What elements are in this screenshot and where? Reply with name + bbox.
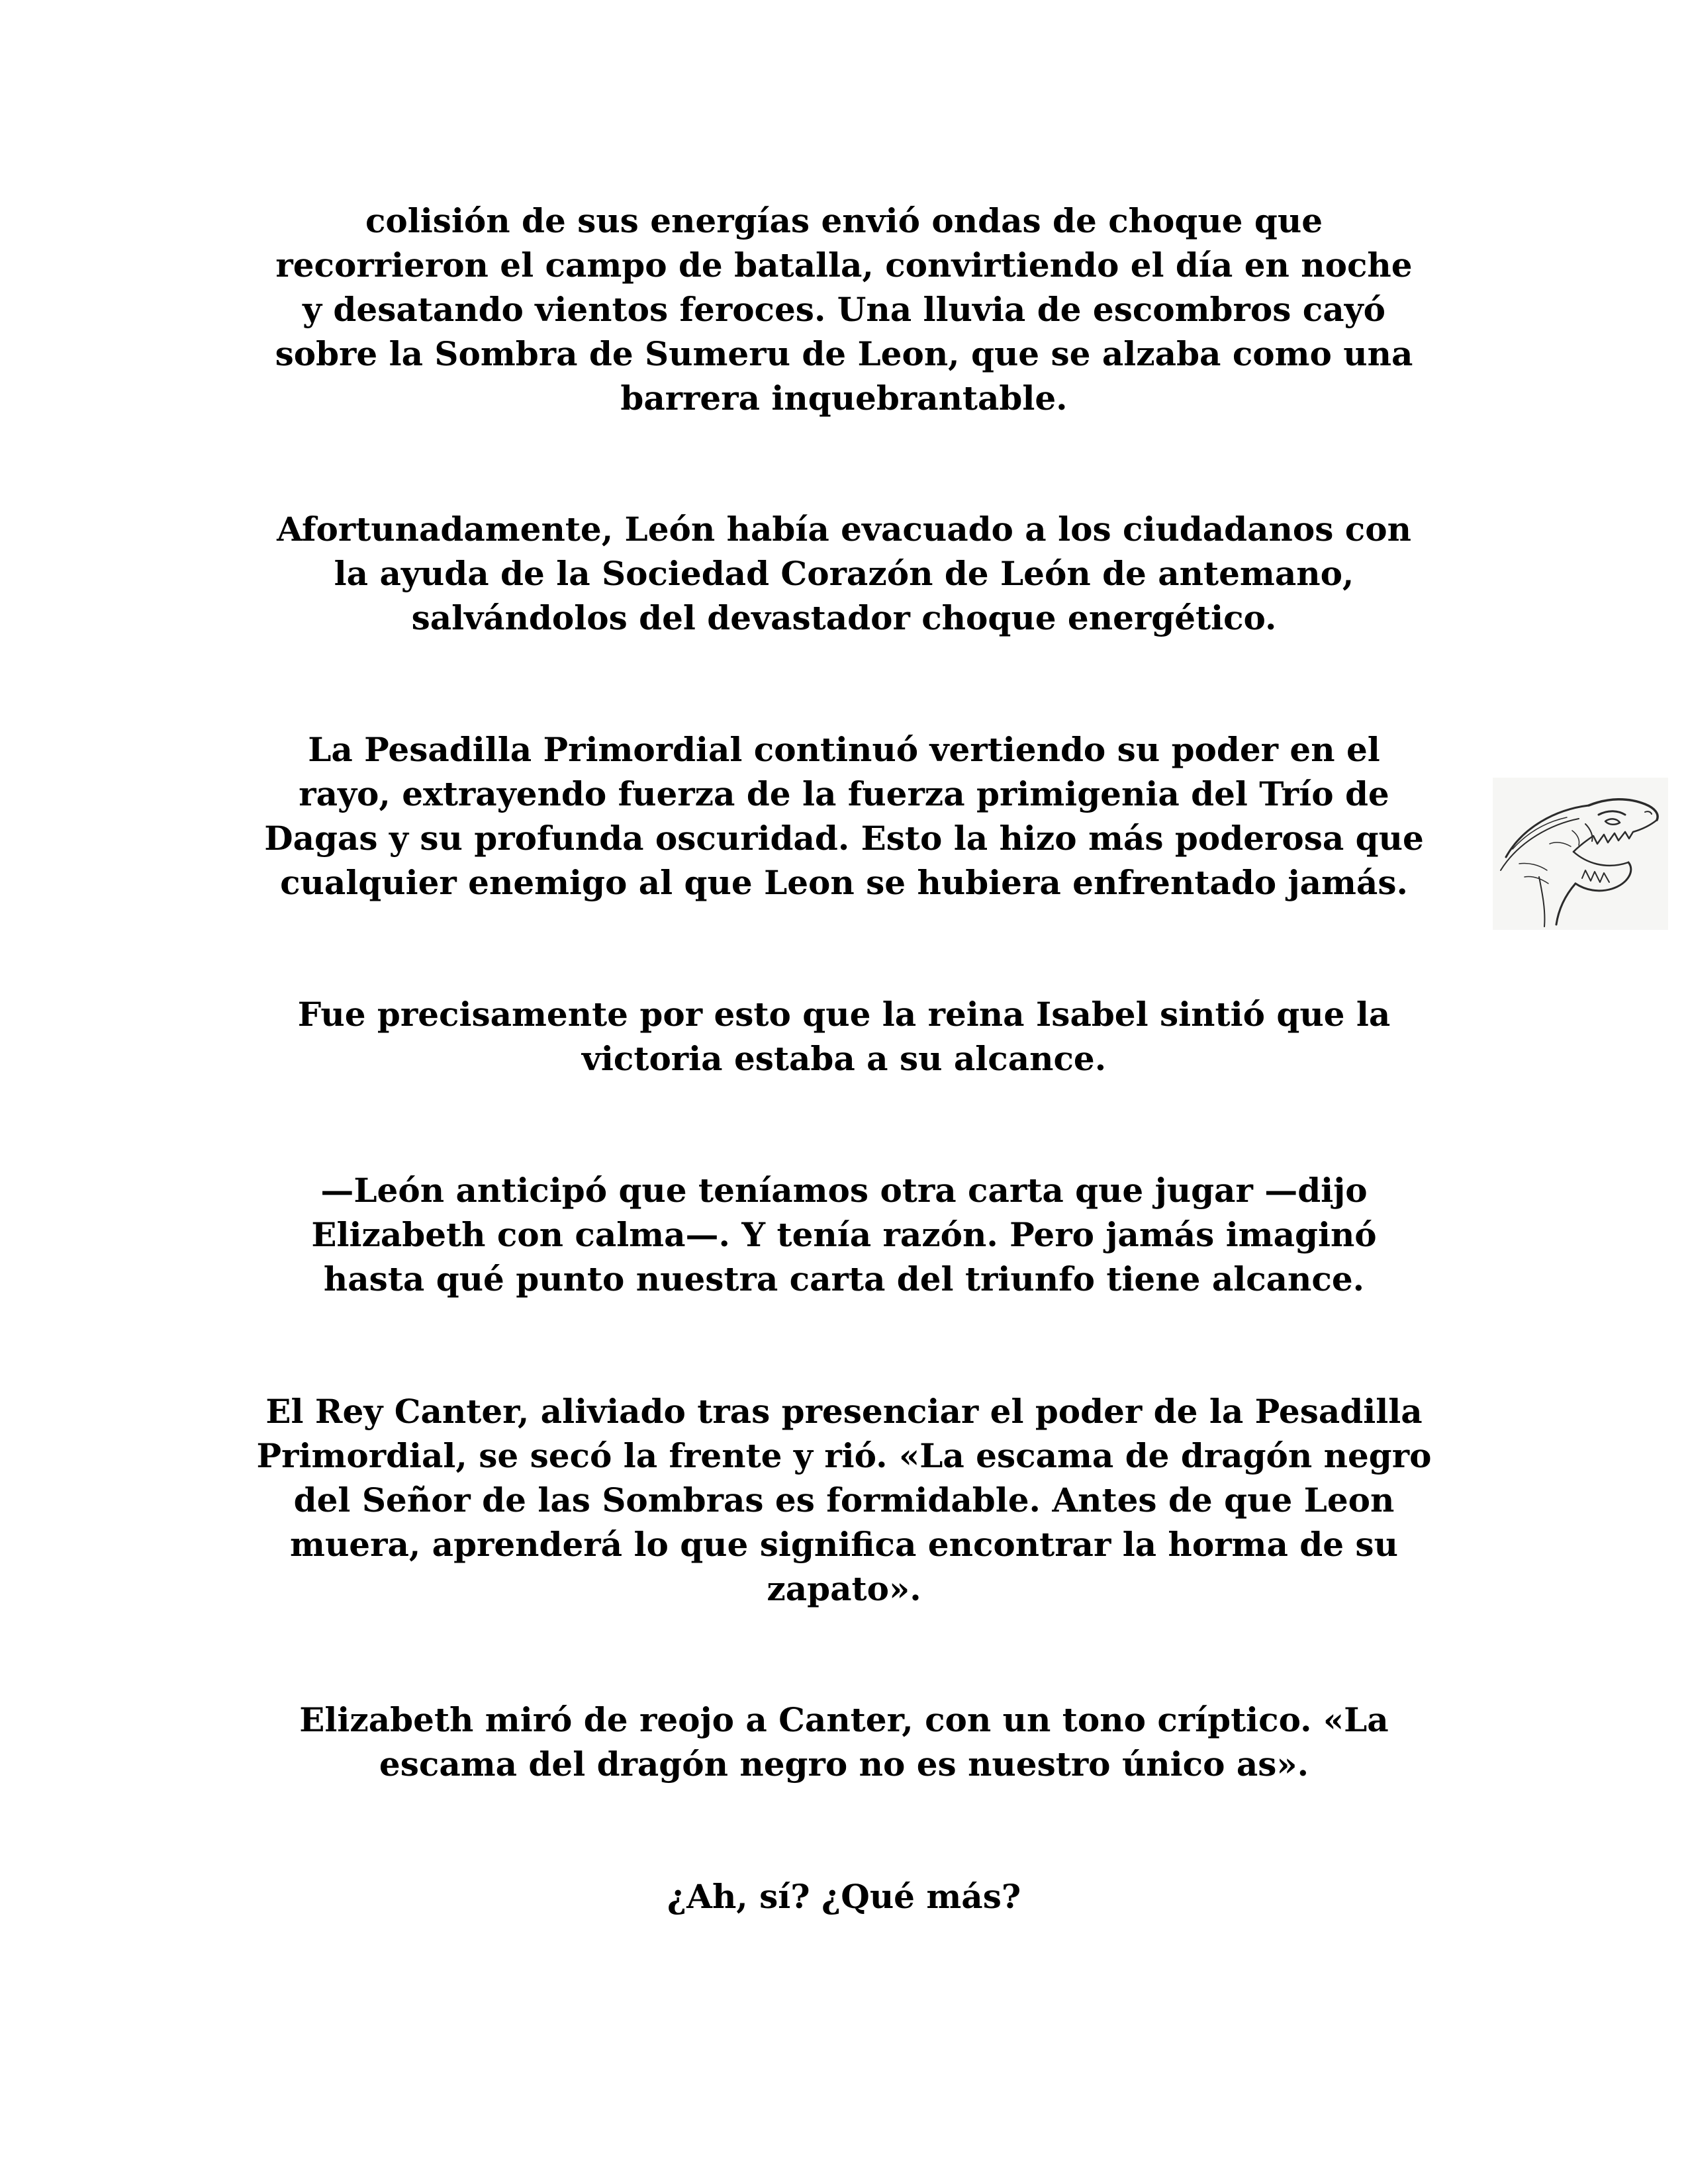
paragraph-1	[225, 199, 1463, 420]
paragraph-8	[225, 1874, 1463, 1919]
text-line: la ayuda de la Sociedad Corazón de León de antemano,	[334, 554, 1354, 593]
text-line: salvándolos del devastador choque energético.	[411, 598, 1277, 637]
text-line: Primordial, se secó la frente y rió. «La escama de dragón negro	[256, 1436, 1432, 1475]
text-line: sobre la Sombra de Sumeru de Leon, que se alzaba como una	[275, 334, 1413, 373]
paragraph-6	[225, 1389, 1463, 1611]
text-line: —León anticipó que teníamos otra carta que jugar —dijo	[320, 1171, 1368, 1210]
paragraph-7	[225, 1698, 1463, 1786]
text-line: Fue precisamente por esto que la reina Isabel sintió que la	[297, 995, 1391, 1034]
text-line: rayo, extrayendo fuerza de la fuerza primigenia del Trío de	[299, 774, 1389, 813]
text-line: zapato».	[767, 1569, 921, 1608]
paragraph-2	[225, 507, 1463, 640]
text-line: cualquier enemigo al que Leon se hubiera enfrentado jamás.	[280, 863, 1408, 902]
text-line: Afortunadamente, León había evacuado a los ciudadanos con	[277, 510, 1411, 549]
text-line: Elizabeth miró de reojo a Canter, con un tono críptico. «La	[299, 1700, 1389, 1739]
text-line: barrera inquebrantable.	[620, 379, 1068, 418]
text-line: muera, aprenderá lo que significa encontrar la horma de su	[290, 1525, 1398, 1564]
paragraph-5	[225, 1168, 1463, 1301]
text-line: hasta qué punto nuestra carta del triunfo tiene alcance.	[323, 1259, 1365, 1298]
text-line: y desatando vientos feroces. Una lluvia de escombros cayó	[302, 290, 1386, 329]
text-line: La Pesadilla Primordial continuó vertiendo su poder en el	[308, 730, 1380, 769]
text-line: del Señor de las Sombras es formidable. Antes de que Leon	[293, 1480, 1395, 1520]
text-line: recorrieron el campo de batalla, convirtiendo el día en noche	[275, 246, 1413, 285]
dinosaur-head-icon	[1493, 778, 1668, 930]
paragraph-3	[225, 727, 1463, 905]
text-line: escama del dragón negro no es nuestro único as».	[379, 1745, 1309, 1784]
text-line: Elizabeth con calma—. Y tenía razón. Pero jamás imaginó	[311, 1215, 1377, 1254]
paragraph-4	[225, 992, 1463, 1081]
text-line: El Rey Canter, aliviado tras presenciar el poder de la Pesadilla	[265, 1392, 1423, 1431]
text-line: victoria estaba a su alcance.	[581, 1039, 1107, 1078]
text-line: colisión de sus energías envió ondas de choque que	[365, 201, 1323, 240]
text-line: ¿Ah, sí? ¿Qué más?	[667, 1877, 1021, 1916]
text-line: Dagas y su profunda oscuridad. Esto la hizo más poderosa que	[264, 819, 1424, 858]
